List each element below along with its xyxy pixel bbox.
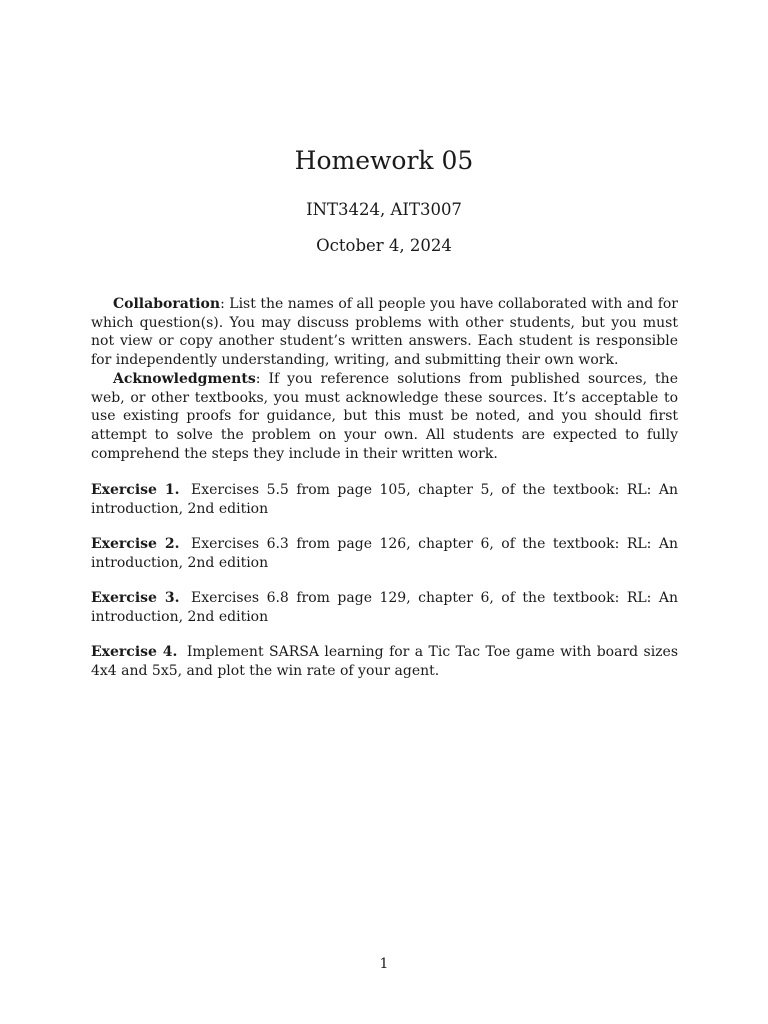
exercise-2-text: Exercises 6.3 from page 126, chapter 6, of the textbook: RL: An introduction, 2nd edition xyxy=(91,536,679,571)
page-number: 1 xyxy=(379,956,389,972)
collaboration-label: Collaboration xyxy=(113,296,221,312)
document-title: Homework 05 xyxy=(294,146,474,175)
exercise-1 xyxy=(91,481,678,518)
acknowledgments-text: : If you reference solutions from published sources, the web, or other textbooks, you must acknowledge these sources. It’s acceptable to use existing proofs for guidance, but this must be noted, and you should first attempt to solve the problem on your own. All students are expected to fully comprehend the steps they include in their written work. xyxy=(91,370,678,462)
exercise-3 xyxy=(91,589,678,626)
course-codes: INT3424, AIT3007 xyxy=(306,200,462,219)
exercise-1-text: Exercises 5.5 from page 105, chapter 5, of the textbook: RL: An introduction, 2nd edition xyxy=(91,482,679,517)
acknowledgments-paragraph xyxy=(91,370,678,464)
acknowledgments-label: Acknowledgments xyxy=(113,370,256,387)
collaboration-text: : List the names of all people you have collaborated with and for which question(s). You may discuss problems with other students, but you must not view or copy another student’s written answers. Each student is responsible for independently understanding, writing, and submitting their own work. xyxy=(91,296,678,369)
exercise-3-text: Exercises 6.8 from page 129, chapter 6, of the textbook: RL: An introduction, 2nd edition xyxy=(91,590,679,625)
exercise-1-label: Exercise 1. xyxy=(91,482,180,498)
exercise-4-text: Implement SARSA learning for a Tic Tac Toe game with board sizes 4x4 and 5x5, and plot the win rate of your agent. xyxy=(91,644,679,679)
exercise-2 xyxy=(91,535,678,572)
exercise-2-label: Exercise 2. xyxy=(91,536,180,552)
policy-section xyxy=(91,295,678,463)
exercise-3-label: Exercise 3. xyxy=(91,590,180,606)
document-date: October 4, 2024 xyxy=(316,236,452,255)
exercise-4 xyxy=(91,643,678,680)
collaboration-paragraph xyxy=(91,295,678,370)
exercise-4-label: Exercise 4. xyxy=(91,644,178,660)
